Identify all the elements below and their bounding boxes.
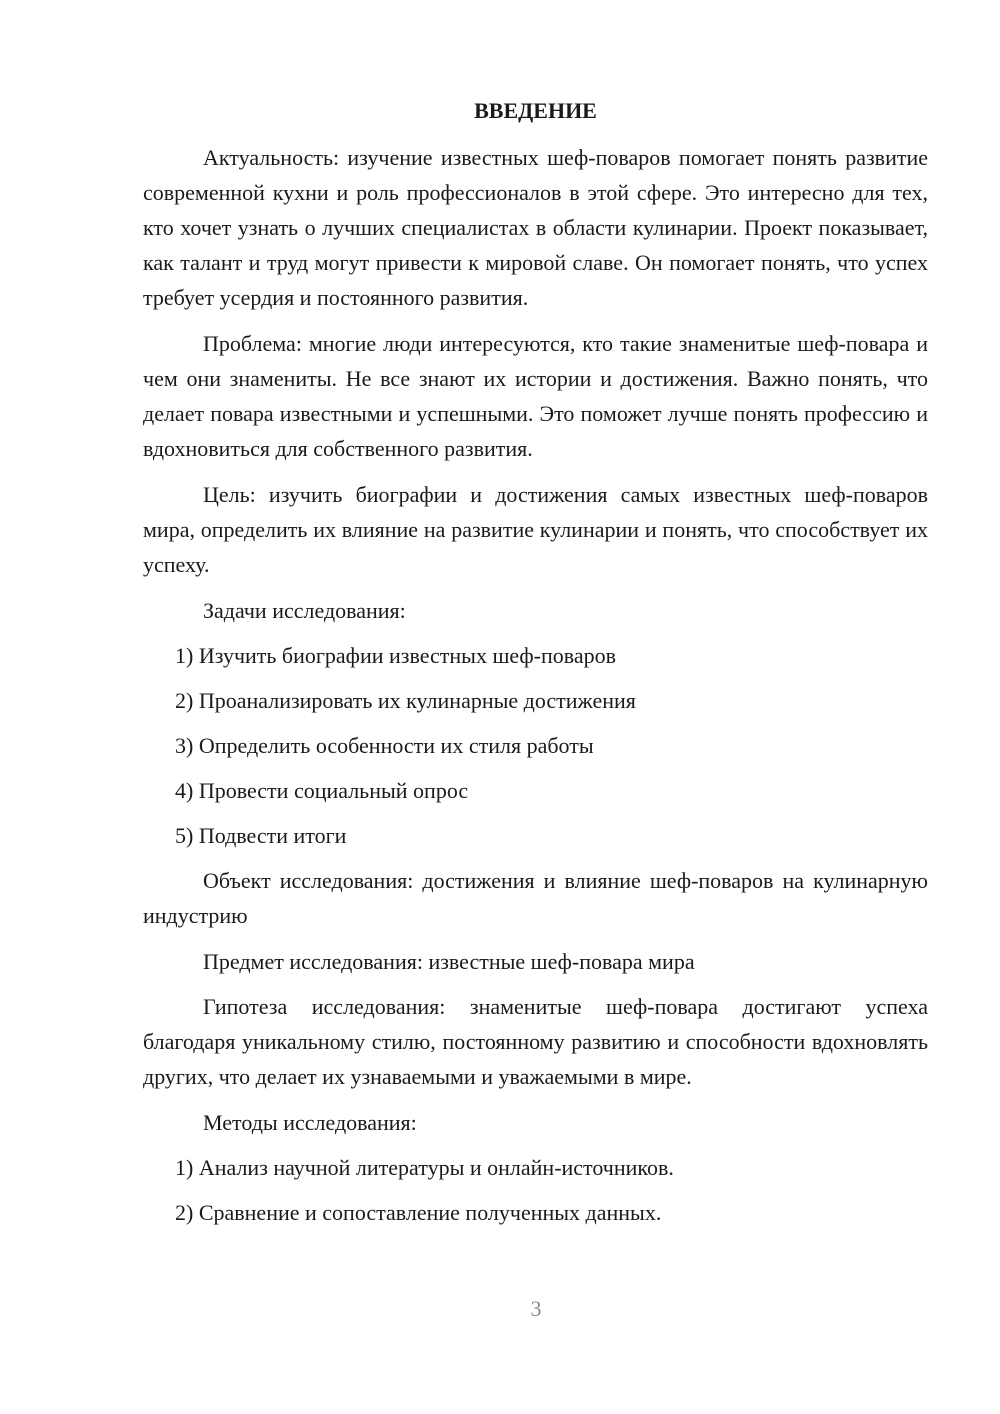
list-item: 5) Подвести итоги: [175, 823, 347, 848]
tasks-list: [143, 638, 928, 853]
list-item: 2) Сравнение и сопоставление полученных данных.: [175, 1200, 662, 1225]
methods-label: Методы исследования:: [203, 1110, 417, 1135]
list-item: 4) Провести социальный опрос: [175, 778, 469, 803]
page-number: 3: [530, 1296, 542, 1321]
list-item: 1) Анализ научной литературы и онлайн-источников.: [175, 1155, 674, 1180]
page-title: ВВЕДЕНИЕ: [474, 98, 597, 123]
methods-list: [143, 1150, 928, 1230]
document-page: [143, 96, 928, 1240]
object-paragraph: Объект исследования: достижения и влияние шеф-поваров на кулинарную индустрию: [143, 868, 928, 928]
hypothesis-paragraph: Гипотеза исследования: знаменитые шеф-повара достигают успеха благодаря уникальному стилю, постоянному развитию и способности вдохновлять других, что делает их узнаваемыми и уважаемыми в мире.: [143, 994, 928, 1089]
tasks-label: Задачи исследования:: [203, 598, 406, 623]
problem-paragraph: Проблема: многие люди интересуются, кто такие знаменитые шеф-повара и чем они знамениты. Не все знают их истории и достижения. Важно понять, что делает повара известными и успешными. Это поможет лучше понять профессию и вдохновиться для собственного развития.: [143, 331, 928, 461]
relevance-paragraph: Актуальность: изучение известных шеф-поваров помогает понять развитие современной кухни и роль профессионалов в этой сфере. Это интересно для тех, кто хочет узнать о лучших специалистах в области кулинарии. Проект показывает, как талант и труд могут привести к мировой славе. Он помогает понять, что успех требует усердия и постоянного развития.: [143, 145, 928, 310]
subject-paragraph: Предмет исследования: известные шеф-повара мира: [203, 949, 695, 974]
list-item: 2) Проанализировать их кулинарные достижения: [175, 688, 636, 713]
list-item: 3) Определить особенности их стиля работы: [175, 733, 594, 758]
goal-paragraph: Цель: изучить биографии и достижения самых известных шеф-поваров мира, определить их влияние на развитие кулинарии и понять, что способствует их успеху.: [143, 482, 928, 577]
list-item: 1) Изучить биографии известных шеф-поваров: [175, 643, 617, 668]
